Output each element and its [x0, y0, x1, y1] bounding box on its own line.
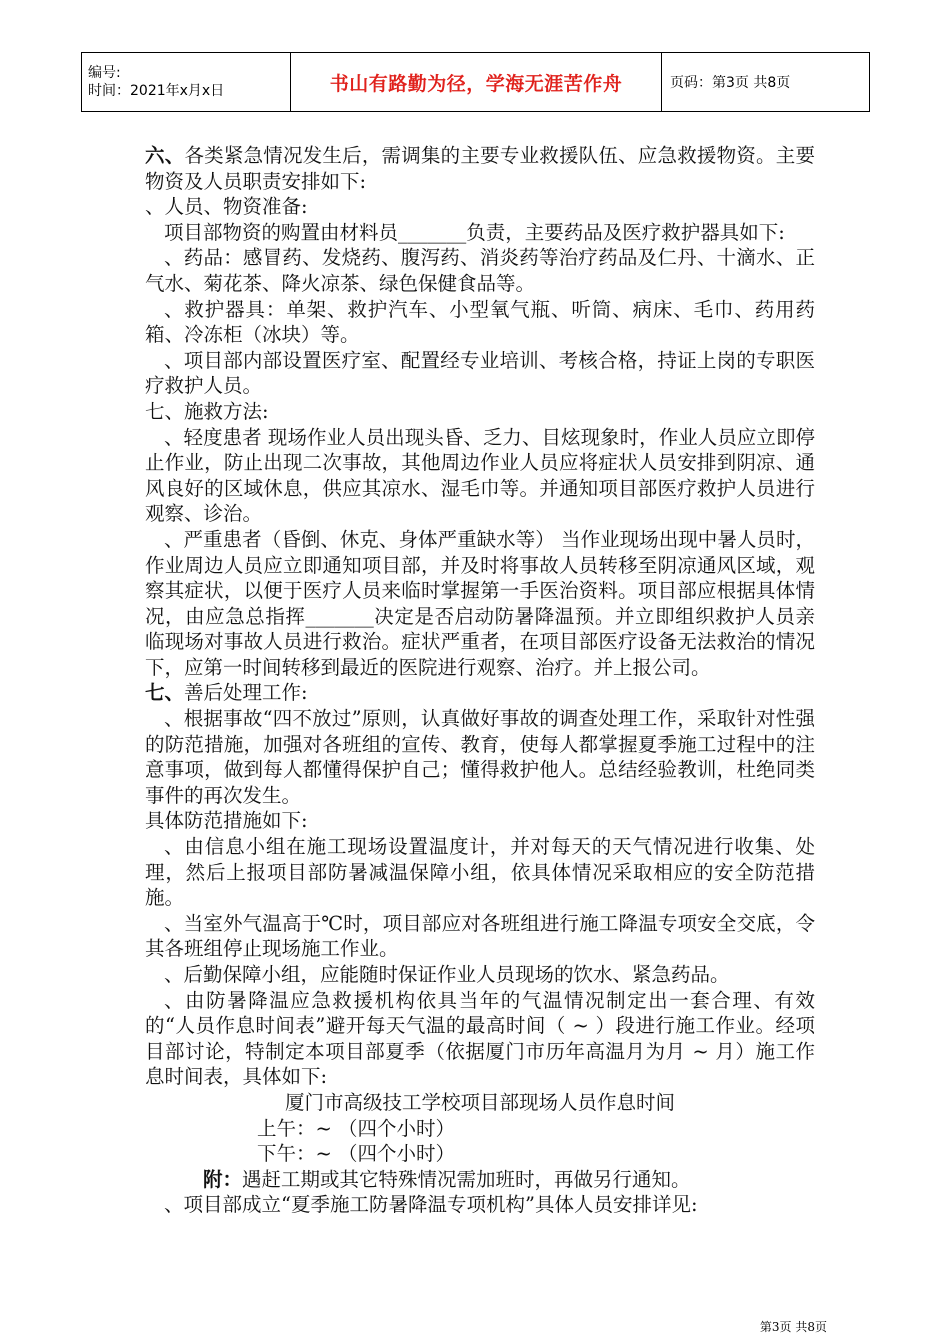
header-meta-cell: [82, 53, 291, 112]
paragraph: 、由信息小组在施工现场设置温度计，并对每天的天气情况进行收集、处理，然后上报项目部防暑减温保障小组，依具体情况采取相应的安全防范措施。: [145, 835, 815, 910]
page-footer: 第3页 共8页: [759, 1320, 827, 1334]
number-label: 编号:: [88, 65, 121, 81]
section-heading: 善后处理工作:: [184, 681, 308, 705]
document-body: [145, 143, 815, 1218]
paragraph: 、轻度患者 现场作业人员出现头昏、乏力、目炫现象时，作业人员应立即停止作业，防止出现二次事故，其他周边作业人员应将症状人员安排到阴凉、通风良好的区域休息，供应其凉水、湿毛巾等。并通知项目部医疗救护人员进行观察、诊治。: [145, 425, 815, 526]
paragraph: 、由防暑降温应急救援机构依具当年的气温情况制定出一套合理、有效的“人员作息时间表”避开每天气温的最高时间（ ~ ）段进行施工作业。经项目部讨论，特制定本项目部夏季（依据厦门市历年高温月为月 ~ 月）施工作息时间表，具体如下:: [145, 988, 815, 1089]
note-label: 附：: [203, 1167, 243, 1191]
paragraph: 具体防范措施如下:: [145, 809, 308, 833]
note-text: 遇赶工期或其它特殊情况需加班时，再做另行通知。: [242, 1167, 691, 1191]
paragraph: 、项目部成立“夏季施工防暑降温专项机构”具体人员安排详见:: [164, 1193, 698, 1217]
header-motto: 书山有路勤为径，学海无涯苦作舟: [291, 53, 662, 112]
paragraph: 、根据事故“四不放过”原则，认真做好事故的调查处理工作，采取针对性强的防范措施，加强对各班组的宣传、教育，使每人都掌握夏季施工过程中的注意事项，做到每人都懂得保护自己；懂得救护他人。总结经验教训，杜绝同类事件的再次发生。: [145, 707, 815, 807]
paragraph: 、后勤保障小组，应能随时保证作业人员现场的饮水、紧急药品。: [164, 963, 730, 986]
paragraph: 项目部物资的购置由材料员_______负责，主要药品及医疗救护器具如下:: [164, 220, 785, 244]
schedule-afternoon: 下午：~ （四个小时）: [257, 1142, 456, 1166]
paragraph: 各类紧急情况发生后，需调集的主要专业救援队伍、应急救援物资。主要物资及人员职责安排如下:: [145, 144, 815, 193]
section-number: 七、: [145, 681, 185, 705]
paragraph: 、药品：感冒药、发烧药、腹泻药、消炎药等治疗药品及仁丹、十滴水、正气水、菊花茶、降火凉茶、绿色保健食品等。: [145, 246, 815, 295]
paragraph: 、严重患者（昏倒、休克、身体严重缺水等） 当作业现场出现中暑人员时，作业周边人员应立即通知项目部，并及时将事故人员转移至阴凉通风区域，观察其症状，以便于医疗人员来临时掌握第一手医治资料。项目部应根据具体情况，由应急总指挥_______决定是否启动防暑降温预。并立即组织救护人员亲临现场对事故人员进行救治。症状严重者，在项目部医疗设备无法救治的情况下，应第一时间转移到最近的医院进行观察、治疗。并上报公司。: [145, 527, 815, 679]
time-label: 时间：2021年x月x日: [88, 83, 225, 99]
paragraph: 、救护器具：单架、救护汽车、小型氧气瓶、听筒、病床、毛巾、药用药箱、冷冻柜（冰块）等。: [145, 297, 815, 347]
schedule-title: 厦门市高级技工学校项目部现场人员作息时间: [284, 1090, 675, 1114]
header-page-info: 页码：第3页 共8页: [662, 53, 870, 112]
section-number: 六、: [145, 144, 185, 167]
header-table: [81, 52, 870, 112]
section-heading: 七、施救方法:: [145, 399, 269, 423]
paragraph: 、项目部内部设置医疗室、配置经专业培训、考核合格，持证上岗的专职医疗救护人员。: [145, 348, 815, 398]
paragraph: 、人员、物资准备:: [145, 195, 308, 219]
schedule-morning: 上午：~ （四个小时）: [257, 1116, 456, 1140]
paragraph: 、当室外气温高于℃时，项目部应对各班组进行施工降温专项安全交底，令其各班组停止现场施工作业。: [145, 911, 815, 961]
